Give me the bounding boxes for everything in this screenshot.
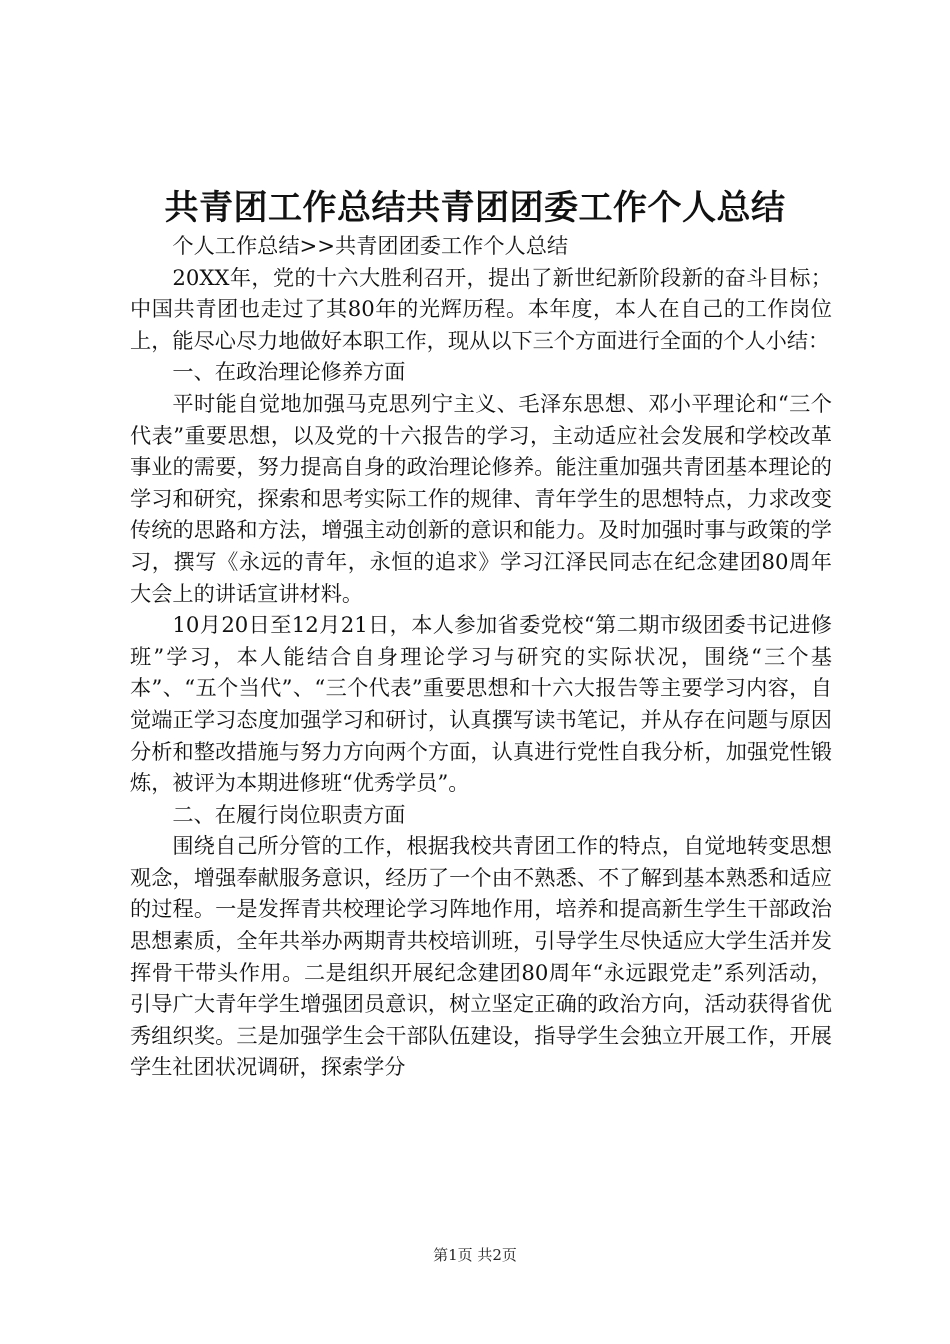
- page-number-footer: 第1页 共2页: [433, 1246, 517, 1264]
- section-heading-political-theory: 一、在政治理论修养方面: [172, 359, 406, 385]
- document-body: [130, 230, 832, 1083]
- party-school-paragraph: 10月20日至12月21日，本人参加省委党校“第二期市级团委书记进修班”学习，本人能结合自身理论学习与研究的实际状况，围绕“三个基本”、“五个当代”、“三个代表”重要思想和十六大报告等主要学习内容，自觉端正学习态度加强学习和研讨，认真撰写读书笔记，并从存在问题与原因分析和整改措施与努力方向两个方面，认真进行党性自我分析，加强党性锻炼，被评为本期进修班“优秀学员”。: [130, 612, 832, 796]
- breadcrumb-line: 个人工作总结>>共青团团委工作个人总结: [172, 233, 569, 258]
- intro-paragraph: 20XX年，党的十六大胜利召开，提出了新世纪新阶段新的奋斗目标；中国共青团也走过了其80年的光辉历程。本年度，本人在自己的工作岗位上，能尽心尽力地做好本职工作，现从以下三个方面进行全面的个人小结：: [130, 264, 832, 353]
- political-theory-paragraph: 平时能自觉地加强马克思列宁主义、毛泽东思想、邓小平理论和“三个代表”重要思想，以及党的十六报告的学习，主动适应社会发展和学校改革事业的需要，努力提高自身的政治理论修养。能注重加强共青团基本理论的学习和研究，探索和思考实际工作的规律、青年学生的思想特点，力求改变传统的思路和方法，增强主动创新的意识和能力。及时加强时事与政策的学习，撰写《永远的青年，永恒的追求》学习江泽民同志在纪念建团80周年大会上的讲话宣讲材料。: [130, 390, 832, 606]
- section-heading-duties: 二、在履行岗位职责方面: [172, 801, 406, 827]
- document-title: 共青团工作总结共青团团委工作个人总结: [164, 188, 786, 228]
- duties-paragraph: 围绕自己所分管的工作，根据我校共青团工作的特点，自觉地转变思想观念，增强奉献服务意识，经历了一个由不熟悉、不了解到基本熟悉和适应的过程。一是发挥青共校理论学习阵地作用，培养和提高新生学生干部政治思想素质，全年共举办两期青共校培训班，引导学生尽快适应大学生活并发挥骨干带头作用。二是组织开展纪念建团80周年“永远跟党走”系列活动，引导广大青年学生增强团员意识，树立坚定正确的政治方向，活动获得省优秀组织奖。三是加强学生会干部队伍建设，指导学生会独立开展工作，开展学生社团状况调研，探索学分: [130, 833, 832, 1080]
